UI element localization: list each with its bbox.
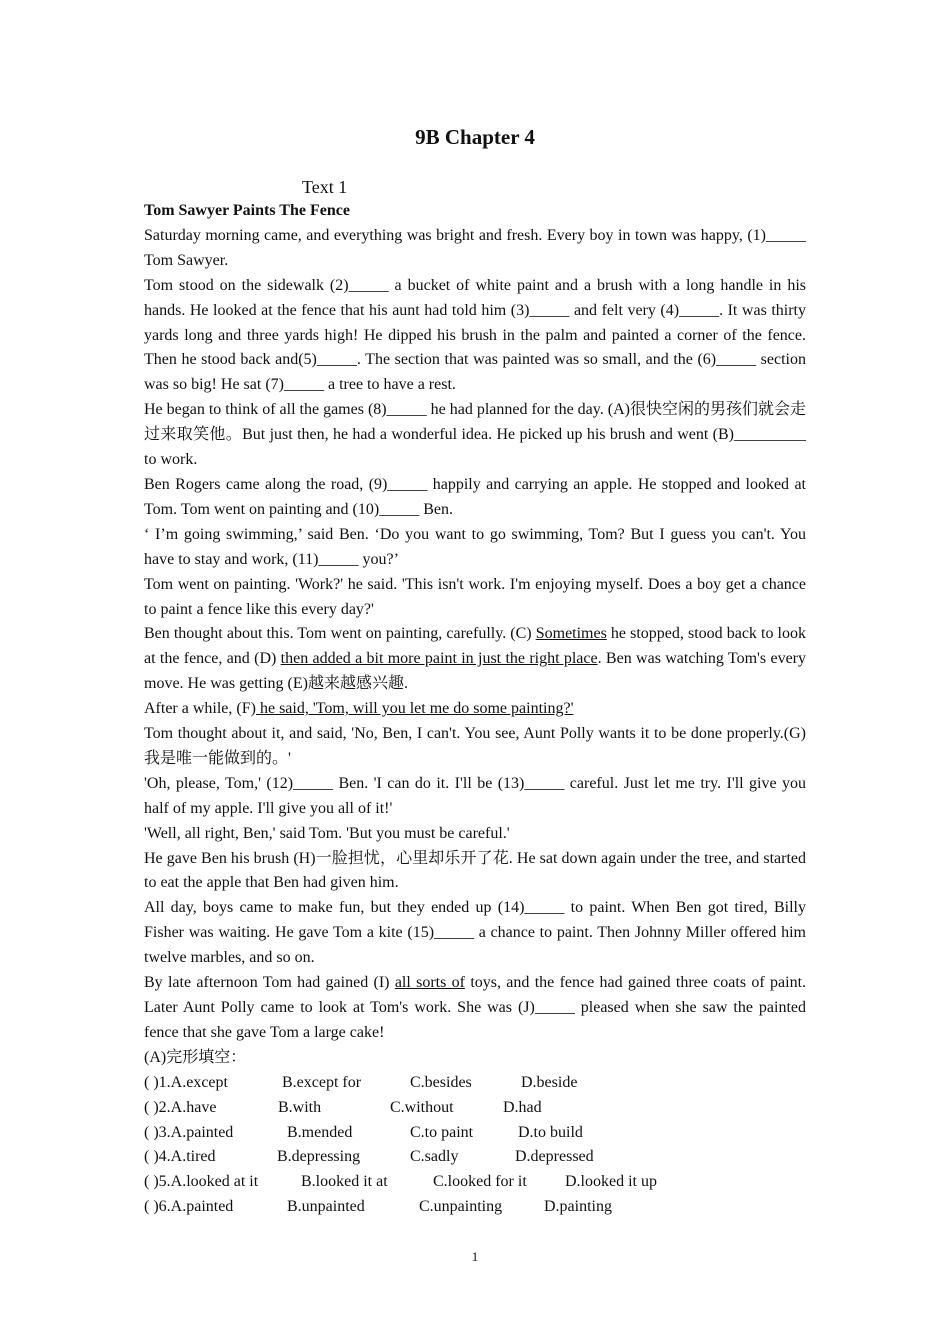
question-option-a: ( )1.A.except	[144, 1073, 228, 1091]
question-option-c: C.to paint	[410, 1123, 474, 1141]
paragraph-12: He gave Ben his brush (H)一脸担忧，心里却乐开了花. He sat down again under the tree, and started to eat the apple that Ben had given him.	[144, 849, 806, 892]
question-option-a: ( )6.A.painted	[144, 1198, 234, 1216]
question-row-4	[144, 1145, 806, 1170]
question-option-b: B.except for	[282, 1073, 362, 1091]
text-subtitle: Text 1	[302, 177, 348, 197]
question-option-d: D.beside	[521, 1073, 578, 1091]
question-option-b: B.mended	[287, 1123, 353, 1141]
paragraph-7	[144, 622, 806, 697]
paragraph-text: Ben thought about this. Tom went on painting, carefully. (C)	[144, 625, 536, 643]
question-option-a: ( )5.A.looked at it	[144, 1173, 259, 1191]
paragraph-text: . Ben was watching Tom's every move. He was getting (E)越来越感兴趣.	[144, 650, 806, 693]
question-option-c: C.sadly	[410, 1148, 459, 1166]
question-option-c: C.unpainting	[419, 1198, 503, 1216]
document-body	[144, 199, 806, 1220]
question-option-c: C.besides	[410, 1073, 472, 1091]
paragraph-text: After a while, (F)	[144, 700, 256, 718]
question-option-b: B.unpainted	[287, 1198, 365, 1216]
question-option-d: D.to build	[518, 1123, 583, 1141]
paragraph-13: All day, boys came to make fun, but they ended up (14)_____ to paint. When Ben got tired, Billy Fisher was waiting. He gave Tom a kite (15)_____ a chance to paint. Then Johnny Miller offered him twelve marbles, and so on.	[144, 899, 806, 967]
question-option-a: ( )2.A.have	[144, 1098, 217, 1116]
paragraph-2: Tom stood on the sidewalk (2)_____ a bucket of white paint and a brush with a long handle in his hands. He looked at the fence that his aunt had told him (3)_____ and felt very (4)_____. It was thirty yards long and three yards high! He dipped his brush in the palm and painted a corner of the fence. Then he stood back and(5)_____. The section that was painted was so small, and the (6)_____ section was so big! He sat (7)_____ a tree to have a rest.	[144, 276, 806, 394]
paragraph-5: ‘ I’m going swimming,’ said Ben. ‘Do you want to go swimming, Tom? But I guess you can't. You have to stay and work, (11)_____ you?’	[144, 525, 806, 568]
paragraph-text: toys, and the fence had gained three coats of paint. Later Aunt Polly came to look at Tom's work. She was (J)_____ pleased when she saw the painted fence that she gave Tom a large cake!	[144, 974, 807, 1041]
question-option-d: D.depressed	[515, 1148, 594, 1166]
underlined-phrase-f: he said, 'Tom, will you let me do some painting?'	[255, 700, 574, 718]
paragraph-8	[144, 697, 806, 722]
question-option-a: ( )4.A.tired	[144, 1148, 216, 1166]
question-option-b: B.with	[278, 1098, 322, 1116]
question-option-d: D.looked it up	[565, 1173, 657, 1191]
story-title: Tom Sawyer Paints The Fence	[144, 202, 350, 219]
question-option-b: B.depressing	[277, 1148, 361, 1166]
question-option-c: C.looked for it	[433, 1173, 527, 1191]
page-title: 9B Chapter 4	[415, 125, 535, 149]
question-option-d: D.painting	[544, 1198, 612, 1216]
question-option-b: B.looked it at	[301, 1173, 388, 1191]
page-number: 1	[471, 1249, 479, 1264]
paragraph-9: Tom thought about it, and said, 'No, Ben, I can't. You see, Aunt Polly wants it to be done properly.(G)我是唯一能做到的。'	[144, 725, 806, 767]
paragraph-1: Saturday morning came, and everything was bright and fresh. Every boy in town was happy, (1)_____ Tom Sawyer.	[144, 226, 806, 269]
underlined-phrase-c: Sometimes	[535, 625, 607, 643]
underlined-phrase-i: all sorts of	[394, 974, 465, 992]
question-row-5	[144, 1170, 806, 1195]
paragraph-4: Ben Rogers came along the road, (9)_____ happily and carrying an apple. He stopped and looked at Tom. Tom went on painting and (10)_____ Ben.	[144, 475, 806, 518]
paragraph-3: He began to think of all the games (8)_____ he had planned for the day. (A)很快空闲的男孩们就会走过来取笑他。But just then, he had a wonderful idea. He picked up his brush and went (B)_________ to work.	[144, 401, 806, 469]
paragraph-11: 'Well, all right, Ben,' said Tom. 'But you must be careful.'	[144, 824, 510, 842]
underlined-phrase-d: then added a bit more paint in just the right place	[280, 650, 598, 668]
paragraph-text: he stopped, stood back to look at the fence, and (D)	[144, 625, 807, 668]
question-option-a: ( )3.A.painted	[144, 1123, 234, 1141]
section-a-heading: (A)完形填空：	[144, 1048, 247, 1066]
question-option-c: C.without	[390, 1098, 454, 1116]
paragraph-text: By late afternoon Tom had gained (I)	[144, 974, 395, 992]
paragraph-10: 'Oh, please, Tom,' (12)_____ Ben. 'I can do it. I'll be (13)_____ careful. Just let me try. I'll give you half of my apple. I'll give you all of it!'	[144, 774, 806, 817]
question-row-3	[144, 1121, 806, 1146]
question-row-1	[144, 1071, 806, 1096]
paragraph-6: Tom went on painting. 'Work?' he said. 'This isn't work. I'm enjoying myself. Does a boy get a chance to paint a fence like this every day?'	[144, 575, 806, 618]
question-row-2	[144, 1096, 806, 1121]
question-row-6	[144, 1195, 806, 1220]
paragraph-14	[144, 971, 806, 1046]
question-option-d: D.had	[503, 1098, 542, 1116]
